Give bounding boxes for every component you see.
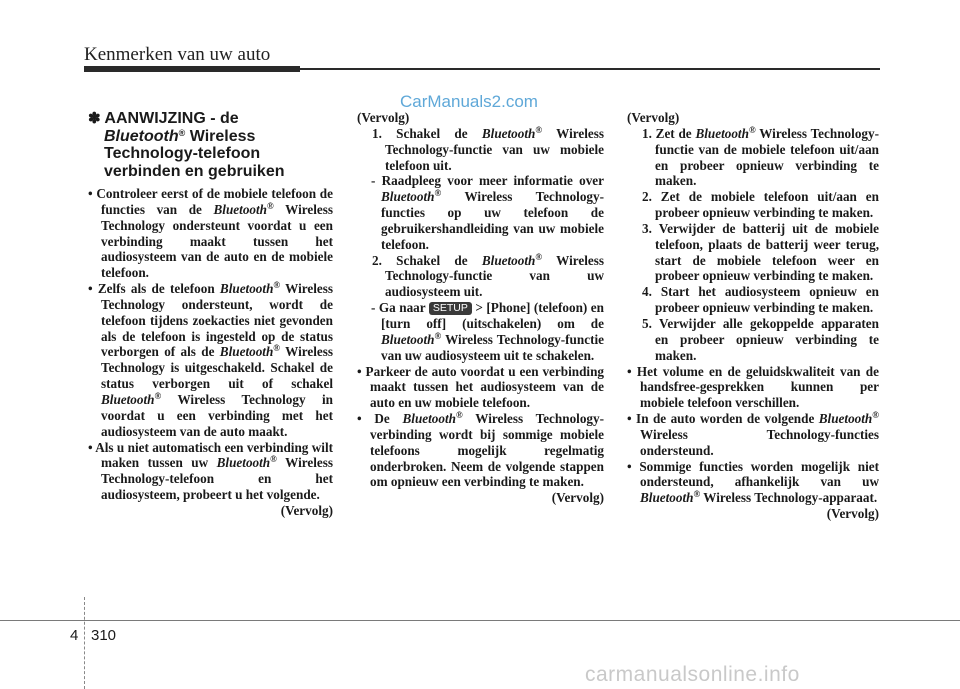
bullet-item: • Als u niet automatisch een verbinding wilt maken tussen uw Bluetooth® Wireless Technology-telefoon en het audiosysteem, probeert u het volgende. xyxy=(88,439,333,503)
continued-label: (Vervolg) xyxy=(280,502,333,518)
header-rule-thick xyxy=(84,66,300,72)
bullet-item: • In de auto worden de volgende Bluetooth® Wireless Technology-functies ondersteund. xyxy=(627,410,879,458)
numbered-step: 1. Zet de Bluetooth® Wireless Technology-functie van de mobiele telefoon uit/aan en probeer opnieuw verbinding te maken. xyxy=(642,124,879,189)
dash-item: - Raadpleeg voor meer informatie over Bluetooth® Wireless Technology-functies op uw telefoon de gebruikershandleiding van uw mobiele telefoon. xyxy=(371,173,604,252)
column-1 xyxy=(88,110,333,519)
bullet-item: • Controleer eerst of de mobiele telefoon de functies van de Bluetooth® Wireless Technology ondersteunt voordat u een verbinding maakt tussen het audiosysteem van de auto en de mobiele telefoon. xyxy=(88,186,333,281)
note-heading: ✽ AANWIJZING - de Bluetooth® Wireless Technology-telefoon verbinden en gebruiken xyxy=(88,110,285,180)
continued-label: (Vervolg) xyxy=(551,490,604,506)
numbered-step: 2. Zet de mobiele telefoon uit/aan en probeer opnieuw verbinding te maken. xyxy=(642,189,879,221)
watermark-carmanuals[interactable]: CarManuals2.com xyxy=(400,92,538,111)
bullet-item: • Parkeer de auto voordat u een verbinding maakt tussen het audiosysteem van de auto en uw mobiele telefoon. xyxy=(357,363,604,411)
section-number: 4 xyxy=(70,627,79,644)
numbered-step: 3. Verwijder de batterij uit de mobiele telefoon, plaats de batterij weer terug, start de mobiele telefoon weer en probeer opnieuw verbinding te maken. xyxy=(642,220,879,284)
continued-label: (Vervolg) xyxy=(627,110,680,125)
bullet-item: • Sommige functies worden mogelijk niet ondersteund, afhankelijk van uw Bluetooth® Wireless Technology-apparaat. xyxy=(627,458,879,506)
footer-rule xyxy=(0,620,960,621)
continued-label: (Vervolg) xyxy=(357,110,410,125)
bullet-item: • De Bluetooth® Wireless Technology-verbinding wordt bij sommige mobiele telefoons mogelijk regelmatig onderbroken. Neem de volgende stappen om opnieuw een verbinding te maken. xyxy=(357,410,605,490)
column-2 xyxy=(357,110,604,506)
column-3 xyxy=(627,110,879,522)
numbered-step: 2. Schakel de Bluetooth® Wireless Technology-functie van uw audiosysteem uit. xyxy=(372,251,605,300)
numbered-step: 1. Schakel de Bluetooth® Wireless Technology-functie van uw mobiele telefoon uit. xyxy=(372,124,605,173)
continued-label: (Vervolg) xyxy=(826,506,879,522)
numbered-step: 5. Verwijder alle gekoppelde apparaten en probeer opnieuw verbinding te maken. xyxy=(642,315,879,363)
note-star-icon: ✽ xyxy=(88,110,101,127)
header-rule-thin xyxy=(298,68,880,70)
page-header-title: Kenmerken van uw auto xyxy=(84,44,271,65)
footer-crop-line xyxy=(84,597,86,689)
header-rule xyxy=(84,66,880,72)
numbered-step: 4. Start het audiosysteem opnieuw en probeer opnieuw verbinding te maken. xyxy=(642,284,879,316)
watermark-carmanualsonline[interactable]: carmanualsonline.info xyxy=(585,663,800,686)
page-number: 310 xyxy=(91,627,117,644)
bullet-item: • Zelfs als de telefoon Bluetooth® Wireless Technology ondersteunt, wordt de telefoon tijdens zoekacties niet gevonden als de telefoon is ingesteld op de status verborgen of als de Bluetooth® Wireless Technology is uitgeschakeld. Schakel de status verborgen uit of schakel Bluetooth® Wireless Technology in voordat u een verbinding met het audiosysteem van de auto maakt. xyxy=(88,280,334,439)
setup-button-icon: SETUP xyxy=(429,302,472,315)
dash-item: - Ga naar SETUP > [Phone] (telefoon) en [turn off] (uitschakelen) om de Bluetooth® Wireless Technology-functie van uw audiosysteem uit te schakelen. xyxy=(371,300,604,363)
bullet-item: • Het volume en de geluidskwaliteit van de handsfree-gesprekken kunnen per mobiele telefoon verschillen. xyxy=(627,363,879,411)
